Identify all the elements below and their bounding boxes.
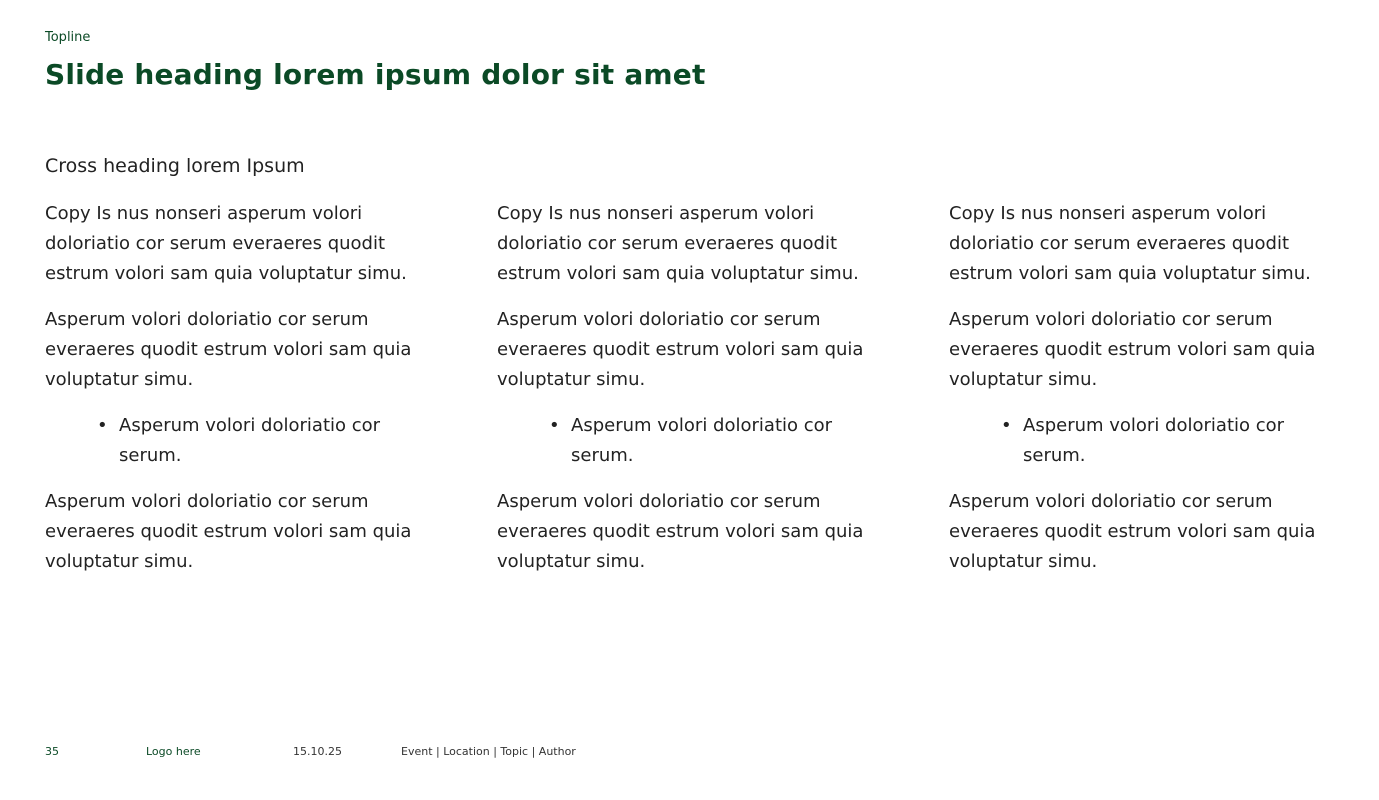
text-column-3 (949, 199, 1379, 593)
text-line: doloriatio cor serum everaeres quodit (45, 233, 386, 254)
text-line: everaeres quodit estrum volori sam quia (45, 521, 412, 542)
text-line: Asperum volori doloriatio cor (571, 415, 833, 436)
footer-meta: Event | Location | Topic | Author (401, 745, 576, 758)
bullet-icon: • (97, 415, 108, 436)
body-paragraph (45, 305, 475, 395)
text-line: serum. (119, 445, 182, 466)
slide-heading: Slide heading lorem ipsum dolor sit amet (45, 58, 706, 91)
body-paragraph (45, 487, 475, 577)
body-paragraph (949, 305, 1379, 395)
text-line: voluptatur simu. (497, 369, 646, 390)
text-line: everaeres quodit estrum volori sam quia (45, 339, 412, 360)
cross-heading: Cross heading lorem Ipsum (45, 155, 305, 177)
text-column-1 (45, 199, 475, 593)
intro-paragraph (497, 199, 927, 289)
text-line: everaeres quodit estrum volori sam quia (949, 521, 1316, 542)
text-line: doloriatio cor serum everaeres quodit (497, 233, 838, 254)
text-line: Copy Is nus nonseri asperum volori (949, 203, 1267, 224)
text-line: Asperum volori doloriatio cor (1023, 415, 1285, 436)
body-paragraph (497, 305, 927, 395)
footer-date: 15.10.25 (293, 745, 342, 758)
text-line: estrum volori sam quia voluptatur simu. (45, 263, 407, 284)
text-column-2 (497, 199, 927, 593)
text-line: everaeres quodit estrum volori sam quia (949, 339, 1316, 360)
text-line: voluptatur simu. (45, 369, 194, 390)
logo-placeholder: Logo here (146, 745, 201, 758)
text-line: voluptatur simu. (45, 551, 194, 572)
topline: Topline (45, 30, 91, 45)
text-line: Copy Is nus nonseri asperum volori (497, 203, 815, 224)
text-line: serum. (1023, 445, 1086, 466)
bullet-item (1001, 411, 1379, 471)
text-line: Asperum volori doloriatio cor serum (45, 491, 369, 512)
body-paragraph (949, 487, 1379, 577)
intro-paragraph (949, 199, 1379, 289)
text-line: estrum volori sam quia voluptatur simu. (497, 263, 859, 284)
bullet-icon: • (549, 415, 560, 436)
text-line: serum. (571, 445, 634, 466)
bullet-icon: • (1001, 415, 1012, 436)
text-line: Asperum volori doloriatio cor serum (497, 491, 821, 512)
intro-paragraph (45, 199, 475, 289)
text-line: estrum volori sam quia voluptatur simu. (949, 263, 1311, 284)
text-line: Copy Is nus nonseri asperum volori (45, 203, 363, 224)
text-line: everaeres quodit estrum volori sam quia (497, 339, 864, 360)
text-line: Asperum volori doloriatio cor (119, 415, 381, 436)
text-line: Asperum volori doloriatio cor serum (45, 309, 369, 330)
text-line: everaeres quodit estrum volori sam quia (497, 521, 864, 542)
text-line: doloriatio cor serum everaeres quodit (949, 233, 1290, 254)
text-line: voluptatur simu. (949, 369, 1098, 390)
text-line: Asperum volori doloriatio cor serum (949, 491, 1273, 512)
bullet-item (549, 411, 927, 471)
text-line: Asperum volori doloriatio cor serum (497, 309, 821, 330)
text-line: voluptatur simu. (497, 551, 646, 572)
text-line: voluptatur simu. (949, 551, 1098, 572)
body-paragraph (497, 487, 927, 577)
page-number: 35 (45, 745, 59, 758)
bullet-item (97, 411, 475, 471)
text-line: Asperum volori doloriatio cor serum (949, 309, 1273, 330)
